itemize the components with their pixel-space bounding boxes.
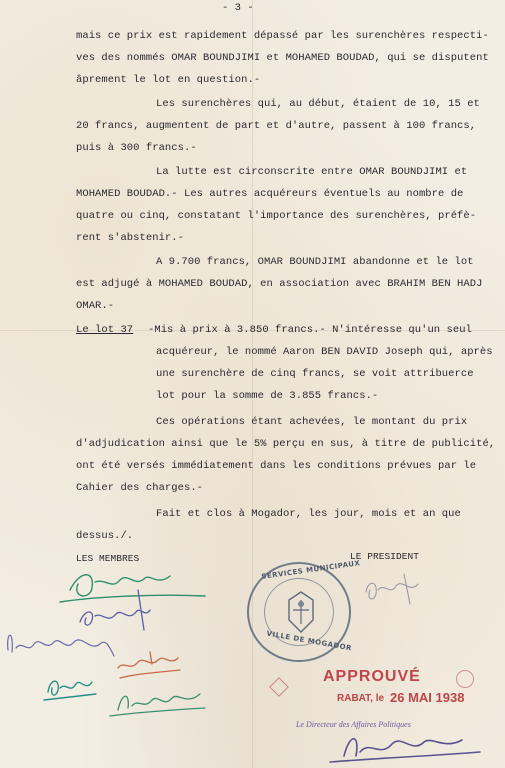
- approval-place: RABAT, le: [337, 693, 385, 704]
- para1-line-3: âprement le lot en question.-: [76, 74, 261, 86]
- page-number: - 3 -: [222, 2, 254, 14]
- lot37-line-3: une surenchère de cinq francs, se voit attribuerce: [156, 368, 474, 380]
- member-signature-4: [44, 681, 96, 700]
- para6-line-2: dessus./.: [76, 530, 134, 542]
- stamp-text-bottom: VILLE DE MOGADOR: [265, 629, 353, 653]
- director-signature: [330, 739, 480, 762]
- para2-line-1: Les surenchères qui, au début, étaient de 10, 15 et: [156, 98, 480, 110]
- para6-line-1: Fait et clos à Mogador, les jour, mois et an que: [156, 508, 461, 520]
- para1-line-2: ves des nommés OMAR BOUNDJIMI et MOHAMED BOUDAD, qui se disputent: [76, 52, 489, 64]
- para5-line-4: Cahier des charges.-: [76, 482, 204, 494]
- para4-line-3: OMAR.-: [76, 300, 115, 312]
- member-signature-3: [8, 635, 114, 656]
- para4-line-1: A 9.700 francs, OMAR BOUNDJIMI abandonne et le lot: [156, 256, 474, 268]
- lot37-line-2: acquéreur, le nommé Aaron BEN DAVID Joseph qui, après: [156, 346, 493, 358]
- para5-line-1: Ces opérations étant achevées, le montant du prix: [156, 416, 468, 428]
- president-label: LE PRESIDENT: [350, 551, 420, 562]
- para3-line-4: rent s'abstenir.-: [76, 232, 184, 244]
- approval-date: 26 MAI 1938: [390, 690, 465, 705]
- para4-line-2: est adjugé à MOHAMED BOUDAD, en association avec BRAHIM BEN HADJ: [76, 278, 483, 290]
- member-signature-5: [110, 694, 205, 716]
- approval-circle-mark: [456, 670, 474, 688]
- para1-line-1: mais ce prix est rapidement dépassé par les surenchères respecti-: [76, 30, 489, 42]
- para2-line-2: 20 francs, augmentent de part et d'autre, passent à 100 francs,: [76, 120, 477, 132]
- lot37-line-4: lot pour la somme de 3.855 francs.-: [156, 390, 379, 402]
- para3-line-3: quatre ou cinq, constatant l'importance des surenchères, préfè-: [76, 210, 477, 222]
- approval-stamp-word: APPROUVÉ: [323, 668, 421, 685]
- stamp-emblem-icon: [283, 590, 319, 634]
- para5-line-3: ont été versés immédiatement dans les conditions prévues par le: [76, 460, 477, 472]
- president-signature: [366, 574, 418, 604]
- arabic-signature: [118, 652, 180, 678]
- para5-line-2: d'adjudication ainsi que le 5% perçu en sus, à titre de publicité,: [76, 438, 496, 450]
- para3-line-2: MOHAMED BOUDAD.- Les autres acquéreurs éventuels au nombre de: [76, 188, 464, 200]
- members-label: LES MEMBRES: [76, 553, 140, 564]
- member-signature-2: [80, 590, 150, 630]
- member-signature-1: [60, 575, 205, 602]
- para3-line-1: La lutte est circonscrite entre OMAR BOUNDJIMI et: [156, 166, 468, 178]
- para2-line-3: puis à 300 francs.-: [76, 142, 197, 154]
- lot-37-label: Le lot 37: [76, 324, 134, 336]
- lot37-line-1: -Mis à prix à 3.850 francs.- N'intéresse qu'un seul: [148, 324, 472, 336]
- stamp-text-top: SERVICES MUNICIPAUX: [260, 559, 361, 581]
- approval-signatory: Le Directeur des Affaires Politiques: [296, 720, 411, 729]
